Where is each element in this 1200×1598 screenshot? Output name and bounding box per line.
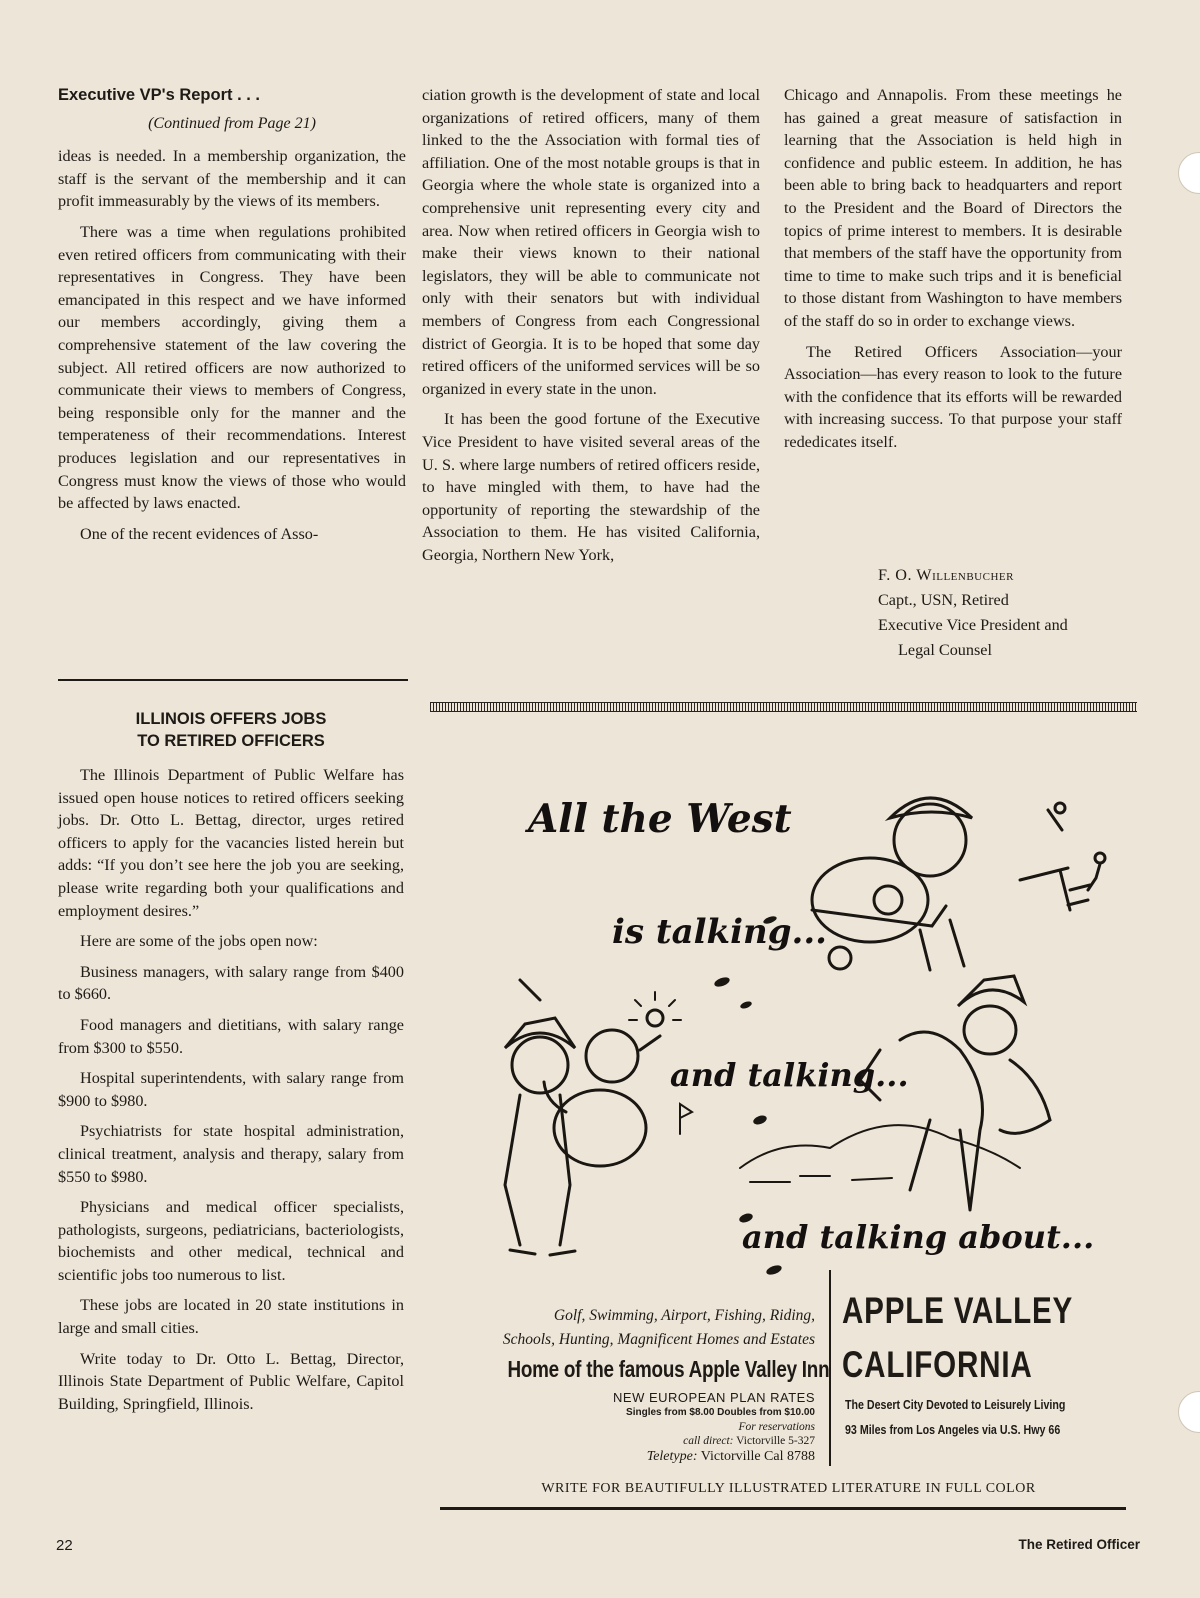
ad-amenities	[460, 1304, 815, 1352]
teletype	[460, 1448, 815, 1465]
article-paragraph: The Retired Officers Association—your Association—has every reason to look to the future with the confidence that its efforts will be rewarded with increasing success. To that purpose your staff rededicates itself.	[784, 342, 1122, 451]
signature-title: Executive Vice President and	[878, 616, 1068, 634]
article-heading: Executive VP's Report . . .	[58, 86, 260, 104]
box-title-line: TO RETIRED OFFICERS	[137, 732, 325, 750]
ad-distance: 93 Miles from Los Angeles via U.S. Hwy 66	[845, 1422, 1061, 1437]
ad-inn-headline: Home of the famous Apple Valley Inn	[507, 1356, 830, 1382]
ad-place-name	[842, 1284, 1106, 1392]
article-paragraph: Chicago and Annapolis. From these meetings he has gained a great measure of satisfaction in learning that the Association is held high in confidence and public esteem. In addition, he has been able to bring back to headquarters and report to the President and the Board of Directors the topics of prime interest to members. It is desirable that members of the staff have the opportunity from time to time to make such trips and it is beneficial to those distant from Washington to have members of the staff do so in order to exchange views.	[784, 86, 1122, 330]
article-paragraph: ideas is needed. In a membership organization, the staff is the servant of the membership and it can profit immeasurably by the views of its members.	[58, 147, 406, 211]
rates-title: NEW EUROPEAN PLAN RATES	[613, 1390, 815, 1405]
call-direct	[460, 1434, 815, 1448]
ad-literature-offer: WRITE FOR BEAUTIFULLY ILLUSTRATED LITERATURE IN FULL COLOR	[541, 1481, 1036, 1496]
ad-divider	[829, 1270, 831, 1466]
call-label: call direct:	[683, 1435, 734, 1447]
box-title-line: ILLINOIS OFFERS JOBS	[135, 710, 327, 728]
signature-name: F. O. Willenbucher	[878, 566, 1014, 584]
box-paragraph: Psychiatrists for state hospital administration, clinical treatment, analysis and therapy, salary from $550 to $980.	[58, 1122, 404, 1186]
signature-title: Legal Counsel	[898, 641, 992, 659]
ad-headline-line: All the West	[528, 796, 792, 842]
amenities-line: Golf, Swimming, Airport, Fishing, Riding,	[553, 1307, 815, 1324]
place-line: APPLE VALLEY	[842, 1290, 1074, 1331]
ad-rates-block	[460, 1390, 815, 1465]
box-paragraph: Business managers, with salary range from $400 to $660.	[58, 962, 404, 1004]
ad-tagline: The Desert City Devoted to Leisurely Living	[845, 1397, 1066, 1412]
box-paragraph: Hospital superintendents, with salary range from $900 to $980.	[58, 1069, 404, 1110]
box-paragraph: Write today to Dr. Otto L. Bettag, Director, Illinois State Department of Public Welfare, Capitol Building, Springfield, Illinois.	[58, 1349, 404, 1413]
ad-headline-line: and talking about...	[742, 1218, 1095, 1256]
article-paragraph: There was a time when regulations prohibited even retired officers from communicating with their representatives in Congress. They have been emancipated in this respect and we have informed our members accordingly, giving them a comprehensive statement of the law covering the subject. All retired officers are now authorized to communicate their views to members of Congress, being responsible only for the manner and the temperateness of their recommendations. Interest produces legislation and our representatives in Congress must know the views of those who would be affected by laws enacted.	[58, 222, 406, 513]
box-paragraph: Physicians and medical officer specialists, pathologists, surgeons, pediatricians, bacteriologists, biochemists and other medical, technical and scientific jobs too numerous to list.	[58, 1198, 404, 1284]
publication-name: The Retired Officer	[1018, 1537, 1140, 1552]
ad-headline-line: and talking...	[670, 1056, 909, 1094]
box-paragraph: Food managers and dietitians, with salary range from $300 to $550.	[58, 1015, 404, 1057]
page-number: 22	[56, 1537, 73, 1554]
continued-note: (Continued from Page 21)	[148, 114, 316, 132]
box-paragraph: Here are some of the jobs open now:	[80, 932, 318, 951]
place-line: CALIFORNIA	[842, 1344, 1033, 1385]
reservations-label: For reservations	[738, 1421, 815, 1433]
call-value: Victorville 5-327	[736, 1435, 815, 1447]
box-paragraph: These jobs are located in 20 state institutions in large and small cities.	[58, 1296, 404, 1338]
article-paragraph: ciation growth is the development of state and local organizations of retired officers, many of them linked to the the Association with formal ties of affiliation. One of the most notable groups is that in Georgia where the whole state is organized into a comprehensive unit representing every city and area. Now when retired officers in Georgia wish to make their views known to their national legislators, they will be able to communicate not only with their senators but with individual members of Congress from each Congressional district of Georgia. It is to be hoped that some day retired officers of the uniformed services will be so organized in every state in the unon.	[422, 86, 760, 398]
box-paragraph: The Illinois Department of Public Welfare has issued open house notices to retired officers seeking jobs. Dr. Otto L. Bettag, director, urges retired officers to apply for the vacancies listed herein but adds: “If you don’t see here the job you are seeking, please write regarding both your qualifications and employment desires.”	[58, 766, 404, 920]
teletype-value: Victorville Cal 8788	[700, 1449, 815, 1464]
ad-bottom-rule	[440, 1507, 1126, 1510]
article-paragraph: One of the recent evidences of Asso-	[80, 524, 319, 543]
ad-headline-line: is talking...	[612, 912, 828, 952]
amenities-line: Schools, Hunting, Magnificent Homes and Estates	[502, 1331, 815, 1348]
teletype-label: Teletype:	[646, 1449, 698, 1464]
article-paragraph: It has been the good fortune of the Executive Vice President to have visited several areas of the U. S. where large numbers of retired officers reside, to have mingled with them, to have had the opportunity of reporting the stewardship of the Association to them. He has visited California, Georgia, Northern New York,	[422, 410, 760, 564]
rates-detail: Singles from $8.00 Doubles from $10.00	[626, 1407, 815, 1418]
signature-rank: Capt., USN, Retired	[878, 591, 1009, 609]
